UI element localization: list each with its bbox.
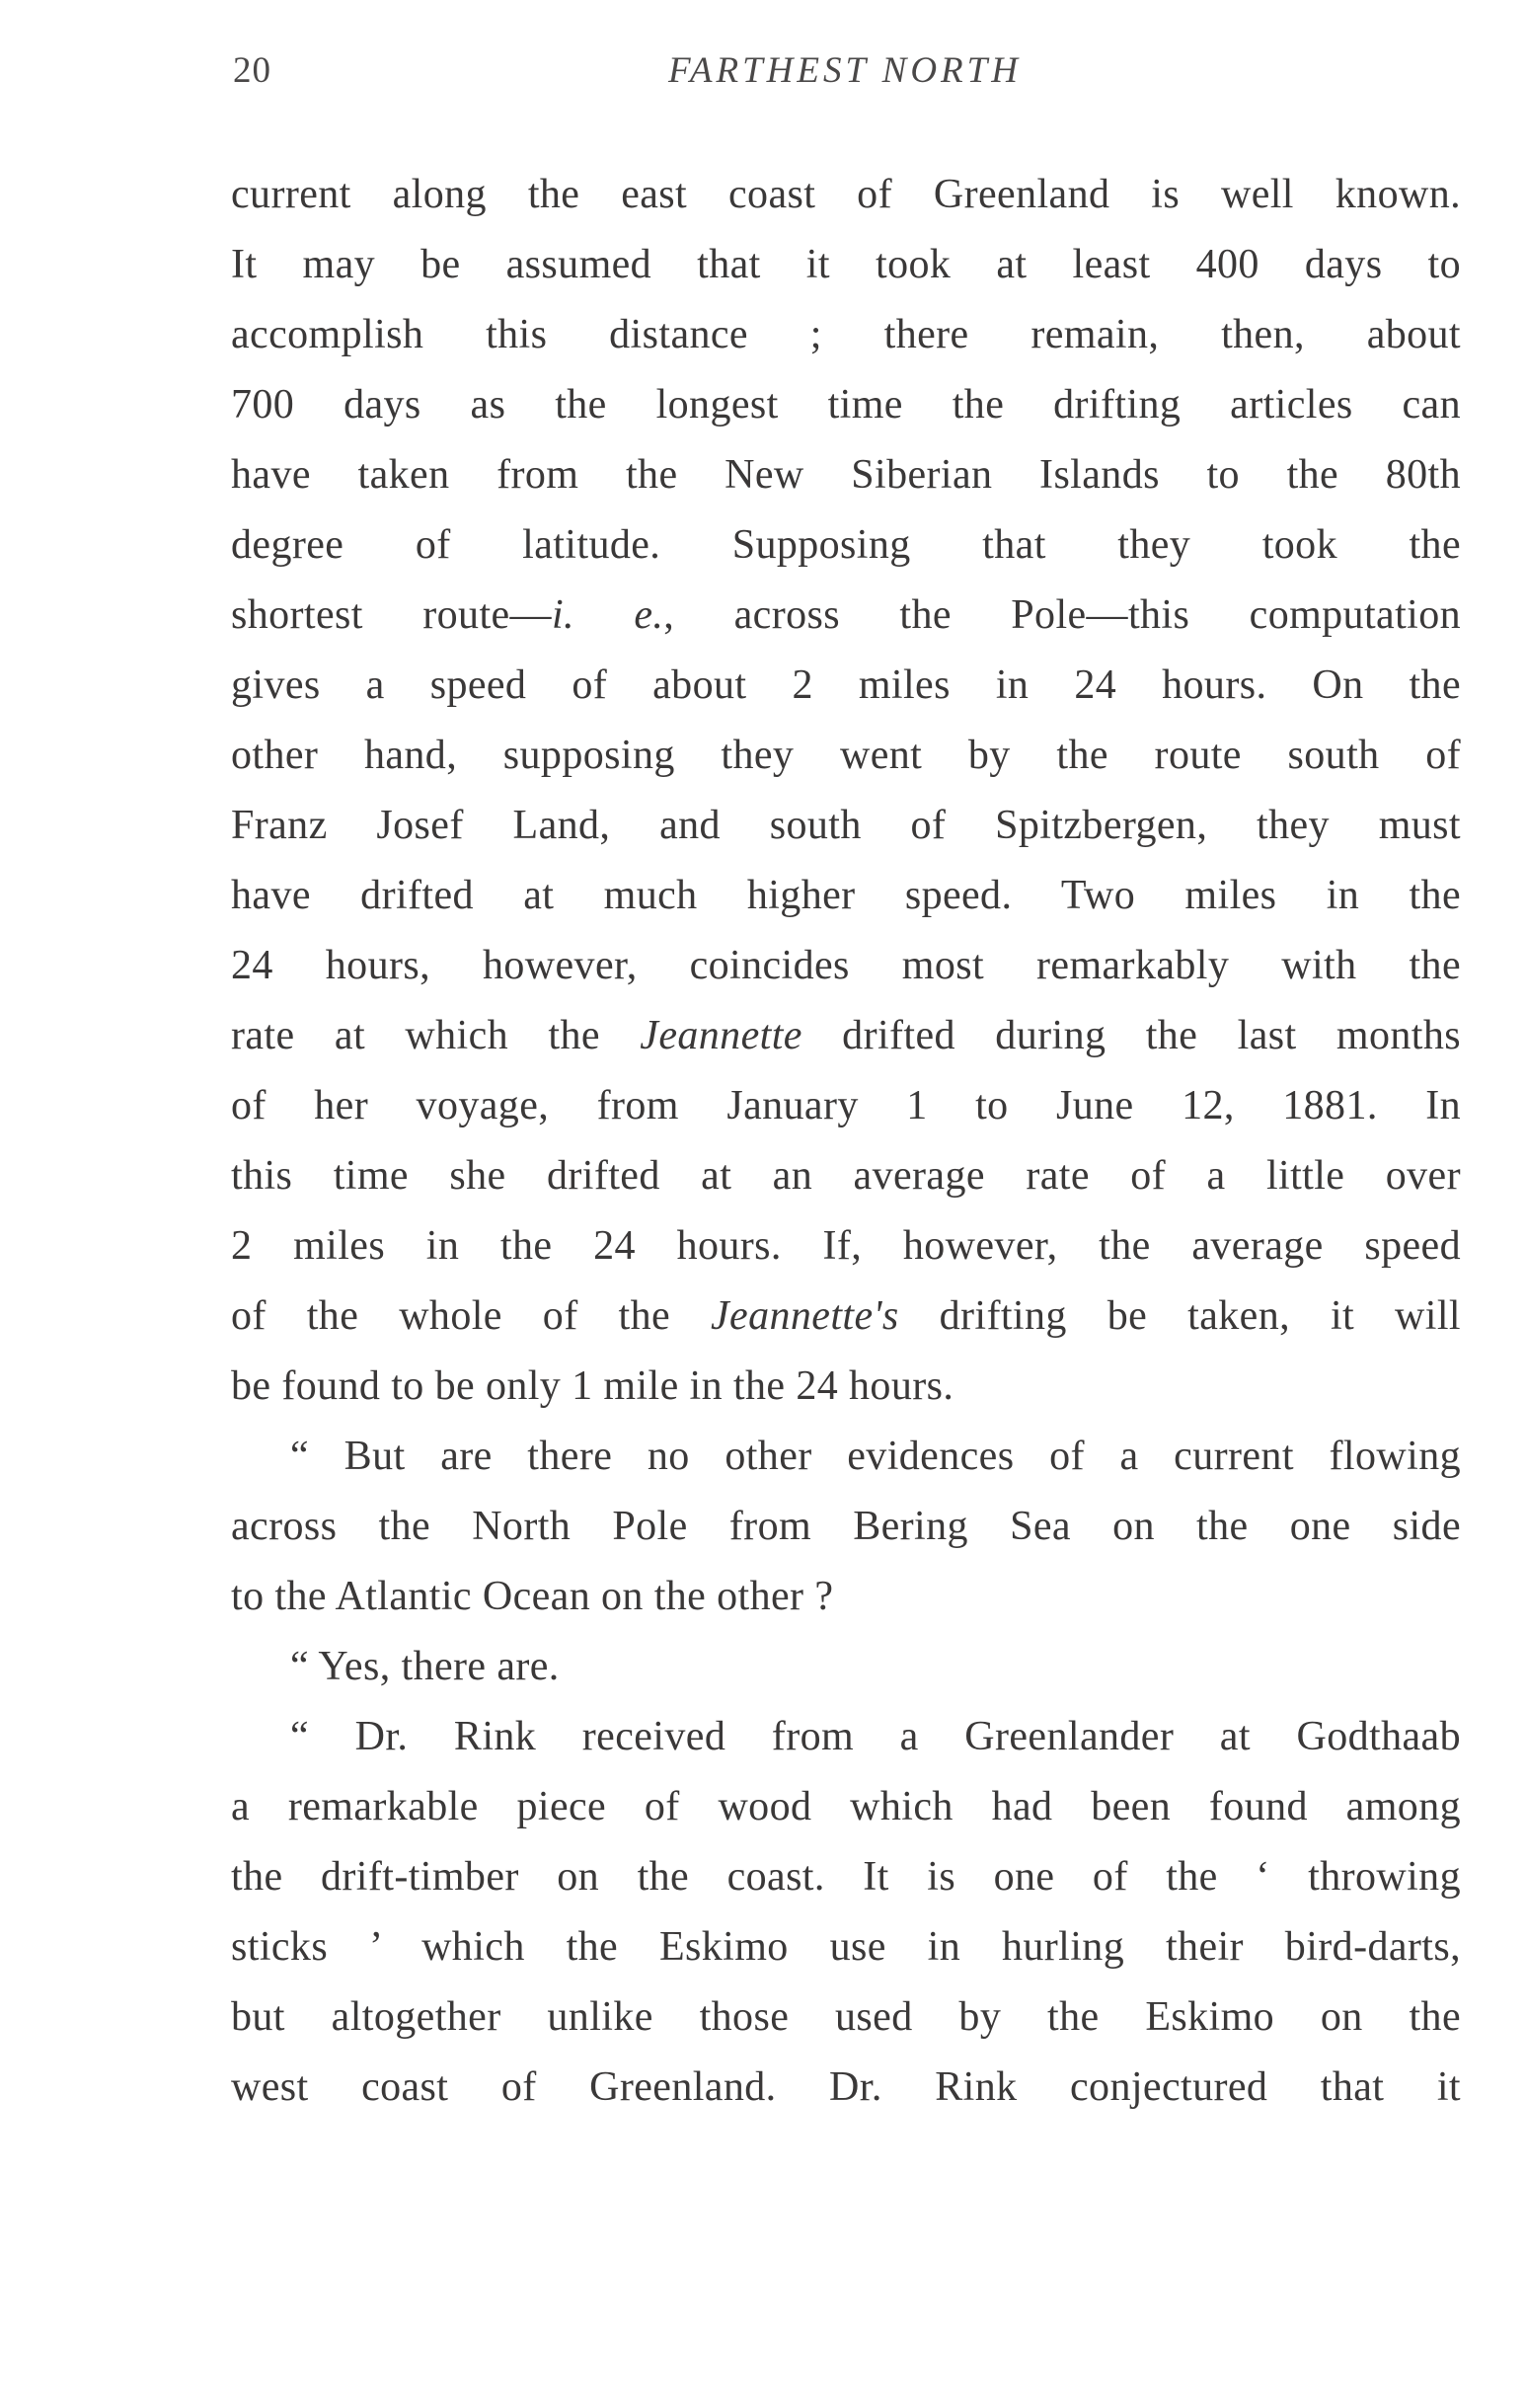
text-line	[231, 1001, 1461, 1071]
text-line: this time she drifted at an average rate of a little over	[231, 1153, 1461, 1199]
text-line	[231, 1282, 1461, 1352]
text-line: have drifted at much higher speed. Two miles in the	[231, 873, 1461, 918]
text-line: “ But are there no other evidences of a current flowing	[290, 1434, 1461, 1479]
text-segment: , across the Pole—this computation	[663, 592, 1462, 638]
text-line: 24 hours, however, coincides most remarkably with the	[231, 943, 1461, 988]
text-line: 700 days as the longest time the drifting articles can	[231, 382, 1461, 427]
running-head	[233, 49, 1457, 109]
text-line: west coast of Greenland. Dr. Rink conjectured that it	[231, 2064, 1461, 2110]
text-line: the drift-timber on the coast. It is one of the ‘ throwing	[231, 1854, 1461, 1900]
text-line: have taken from the New Siberian Islands to the 80th	[231, 452, 1461, 498]
running-title: FARTHEST NORTH	[668, 50, 1022, 91]
text-line: It may be assumed that it took at least 400 days to	[231, 242, 1461, 287]
text-segment: shortest route—	[231, 592, 552, 638]
italic-text: Jeannette's	[711, 1293, 899, 1339]
text-line: but altogether unlike those used by the Eskimo on the	[231, 1994, 1461, 2040]
italic-text: Jeannette	[640, 1013, 802, 1058]
text-line: be found to be only 1 mile in the 24 hours.	[231, 1363, 954, 1409]
text-line: Franz Josef Land, and south of Spitzbergen, they must	[231, 803, 1461, 848]
text-segment: drifted during the last months	[801, 1013, 1461, 1058]
text-line: to the Atlantic Ocean on the other ?	[231, 1574, 834, 1619]
text-line	[231, 581, 1461, 651]
text-line: “ Dr. Rink received from a Greenlander at Godthaab	[290, 1714, 1461, 1759]
text-line: sticks ’ which the Eskimo use in hurling their bird-darts,	[231, 1924, 1461, 1970]
page-number: 20	[233, 50, 271, 91]
body-text	[231, 160, 1461, 2123]
text-line: a remarkable piece of wood which had been found among	[231, 1784, 1461, 1829]
italic-text: i. e.	[551, 592, 664, 638]
text-line: 2 miles in the 24 hours. If, however, the average speed	[231, 1223, 1461, 1269]
text-line: across the North Pole from Bering Sea on the one side	[231, 1504, 1461, 1549]
text-segment: rate at which the	[231, 1013, 641, 1058]
text-line: gives a speed of about 2 miles in 24 hours. On the	[231, 662, 1461, 708]
text-line: current along the east coast of Greenland is well known.	[231, 172, 1461, 217]
text-line: of her voyage, from January 1 to June 12, 1881. In	[231, 1083, 1461, 1128]
text-line: degree of latitude. Supposing that they took the	[231, 522, 1461, 568]
text-segment: drifting be taken, it will	[898, 1293, 1461, 1339]
text-line: other hand, supposing they went by the route south of	[231, 733, 1461, 778]
text-segment: of the whole of the	[231, 1293, 712, 1339]
text-line: accomplish this distance ; there remain, then, about	[231, 312, 1461, 357]
text-line: “ Yes, there are.	[290, 1644, 560, 1689]
